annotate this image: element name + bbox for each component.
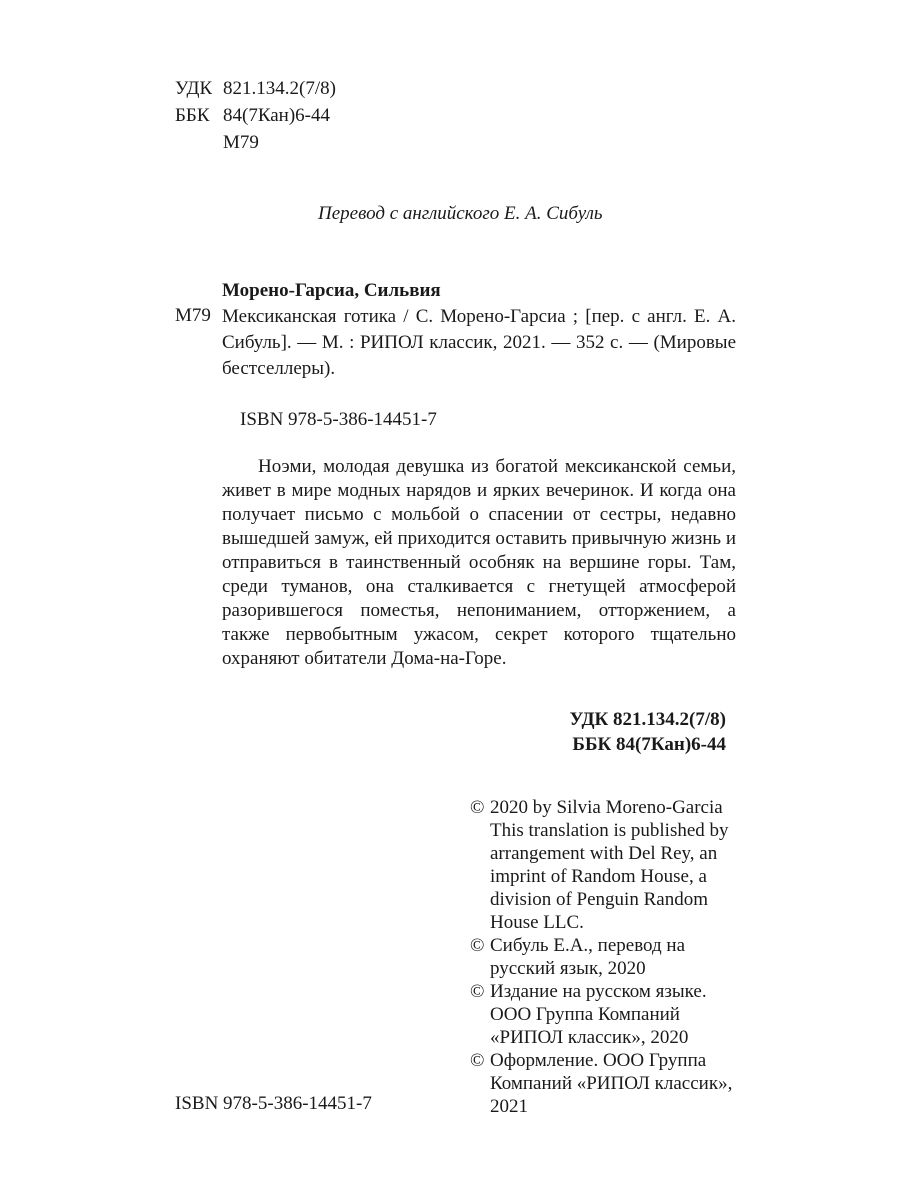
classification-codes [175, 75, 336, 156]
isbn-bottom: ISBN 978-5-386-14451-7 [175, 1093, 372, 1114]
copyright-item [470, 980, 750, 1049]
copyright-text: Сибуль Е.А., перевод на русский язык, 2020 [490, 935, 686, 979]
annotation [222, 455, 736, 671]
copyright-block [470, 796, 750, 1118]
copyright-text: Оформление. ООО Группа Компаний «РИПОЛ классик», 2021 [490, 1050, 733, 1117]
bbk-row [175, 102, 336, 129]
copyright-text: 2020 by Silvia Moreno-Garcia This translation is published by arrangement with Del Rey, an imprint of Random House, a division of Penguin Random House LLC. [490, 797, 729, 933]
udk-row [175, 75, 336, 102]
author-mark: М79 [223, 132, 259, 153]
udk-right: УДК 821.134.2(7/8) [569, 709, 726, 730]
bbk-value: 84(7Кан)6-44 [223, 105, 331, 126]
author-mark-row [175, 129, 336, 156]
copyright-item [470, 796, 750, 934]
annotation-text: Ноэми, молодая девушка из богатой мексиканской семьи, живет в мире модных нарядов и ярких вечеринок. И когда она получает письмо с мольбой о спасении от сестры, недавно вышедшей замуж, ей приходится оставить привычную жизнь и отправиться в таинственный особняк на вершине горы. Там, среди туманов, она сталкивается с гнетущей атмосферой разорившегося поместья, непониманием, отторжением, а также первобытным ужасом, секрет которого тщательно охраняют обитатели Дома-на-Горе. [222, 456, 736, 669]
copyright-symbol: © [470, 797, 485, 818]
isbn-top: ISBN 978-5-386-14451-7 [240, 409, 437, 430]
side-author-mark: М79 [175, 305, 211, 326]
translation-note: Перевод с английского Е. А. Сибуль [318, 203, 603, 224]
copyright-item [470, 1049, 750, 1118]
bibliographic-description: Мексиканская готика / С. Морено-Гарсиа ; [пер. с англ. Е. А. Сибуль]. — М. : РИПОЛ классик, 2021. — 352 с. — (Мировые бестселлеры). [222, 306, 736, 379]
copyright-symbol: © [470, 935, 485, 956]
copyright-symbol: © [470, 1050, 485, 1071]
author-heading: Морено-Гарсиа, Сильвия [222, 280, 441, 301]
udk-label: УДК [175, 78, 213, 99]
udk-value: 821.134.2(7/8) [223, 78, 336, 99]
classification-right [500, 707, 726, 757]
copyright-symbol: © [470, 981, 485, 1002]
copyright-item [470, 934, 750, 980]
bbk-right: ББК 84(7Кан)6-44 [572, 734, 726, 755]
bbk-label: ББК [175, 105, 210, 126]
copyright-text: Издание на русском языке. ООО Группа Компаний «РИПОЛ классик», 2020 [490, 981, 707, 1048]
